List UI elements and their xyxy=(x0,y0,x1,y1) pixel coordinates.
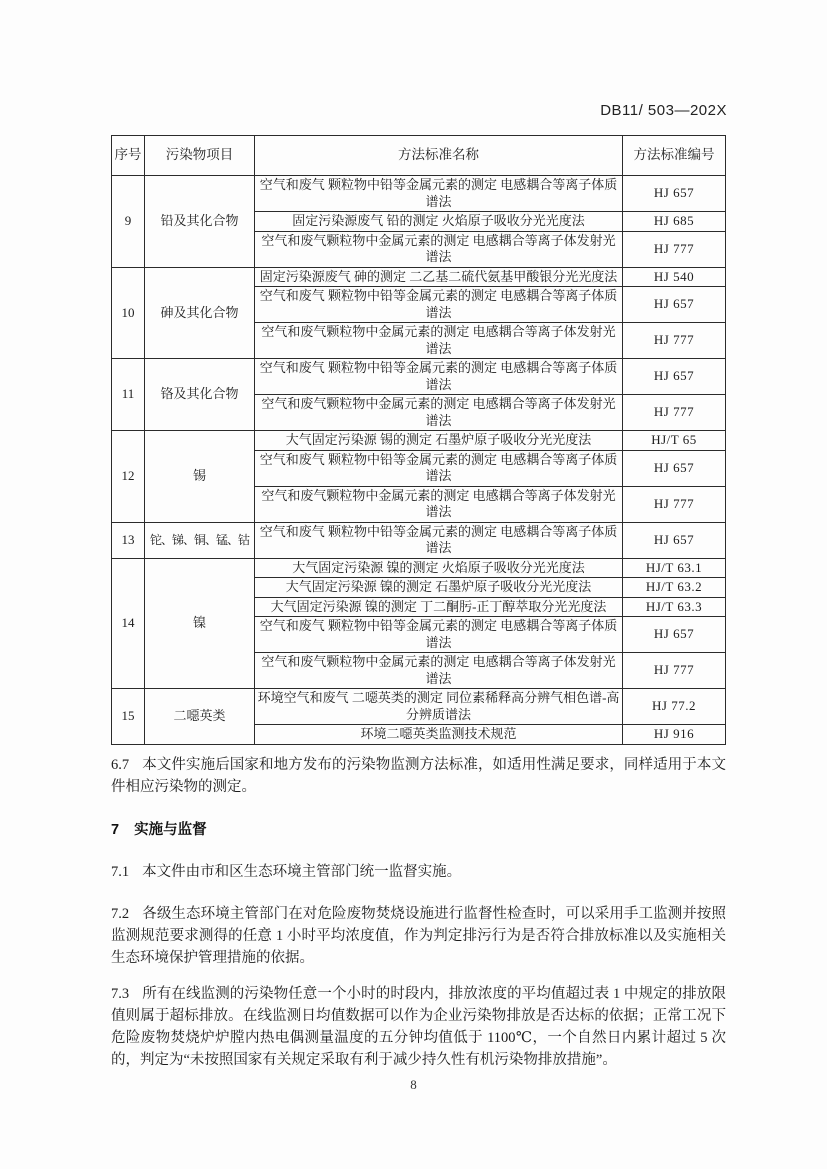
method-name-cell: 空气和废气 颗粒物中铅等金属元素的测定 电感耦合等离子体质谱法 xyxy=(255,359,623,395)
method-name-cell: 大气固定污染源 镍的测定 丁二酮肟-正丁醇萃取分光光度法 xyxy=(255,597,623,617)
table-row xyxy=(112,359,726,395)
method-code-cell: HJ/T 65 xyxy=(623,431,726,451)
method-code-cell: HJ 777 xyxy=(623,486,726,522)
column-header-pollutant: 污染物项目 xyxy=(145,136,255,176)
paragraph-text: 所有在线监测的污染物任意一个小时的时段内，排放浓度的平均值超过表 1 中规定的排放限值则属于超标排放。在线监测日均值数据可以作为企业污染物排放是否达标的依据；正常工况下危险废物焚烧炉炉膛内热电偶测量温度的五分钟均值低于 1100℃，一个自然日内累计超过 5 次的，判定为“未按照国家有关规定采取有利于减少持久性有机污染物排放措施”。 xyxy=(111,985,726,1068)
method-code-cell: HJ 777 xyxy=(623,395,726,431)
pollutant-cell: 砷及其化合物 xyxy=(145,267,255,359)
column-header-method-name: 方法标准名称 xyxy=(255,136,623,176)
method-code-cell: HJ 657 xyxy=(623,359,726,395)
paragraph-7-3 xyxy=(111,983,726,1071)
pollutant-cell: 二噁英类 xyxy=(145,689,255,745)
page-number: 8 xyxy=(410,1077,417,1092)
method-name-cell: 固定污染源废气 砷的测定 二乙基二硫代氨基甲酸银分光光度法 xyxy=(255,267,623,287)
method-name-cell: 环境空气和废气 二噁英类的测定 同位素稀释高分辨气相色谱-高分辨质谱法 xyxy=(255,689,623,725)
paragraph-7-2 xyxy=(111,903,726,969)
table-body xyxy=(112,176,726,745)
paragraph-number: 7.3 xyxy=(111,985,130,1002)
document-number: DB11/ 503—202X xyxy=(600,102,727,119)
page-content xyxy=(111,135,726,1091)
method-code-cell: HJ 657 xyxy=(623,287,726,323)
method-code-cell: HJ 777 xyxy=(623,653,726,689)
table-row xyxy=(112,558,726,578)
method-code-cell: HJ 77.2 xyxy=(623,689,726,725)
method-name-cell: 环境二噁英类监测技术规范 xyxy=(255,725,623,745)
method-code-cell: HJ 657 xyxy=(623,617,726,653)
method-name-cell: 空气和废气颗粒物中金属元素的测定 电感耦合等离子体发射光谱法 xyxy=(255,653,623,689)
method-name-cell: 空气和废气颗粒物中金属元素的测定 电感耦合等离子体发射光谱法 xyxy=(255,395,623,431)
method-name-cell: 空气和废气颗粒物中金属元素的测定 电感耦合等离子体发射光谱法 xyxy=(255,231,623,267)
row-number-cell: 12 xyxy=(112,431,145,523)
method-name-cell: 空气和废气 颗粒物中铅等金属元素的测定 电感耦合等离子体质谱法 xyxy=(255,617,623,653)
paragraph-number: 7.1 xyxy=(111,863,130,880)
method-name-cell: 固定污染源废气 铅的测定 火焰原子吸收分光光度法 xyxy=(255,212,623,232)
method-standards-table xyxy=(111,135,726,745)
method-name-cell: 空气和废气 颗粒物中铅等金属元素的测定 电感耦合等离子体质谱法 xyxy=(255,450,623,486)
pollutant-cell: 铅及其化合物 xyxy=(145,176,255,268)
paragraph-7-1 xyxy=(111,861,726,883)
method-code-cell: HJ 657 xyxy=(623,450,726,486)
paragraph-text: 本文件实施后国家和地方发布的污染物监测方法标准，如适用性满足要求，同样适用于本文件相应污染物的测定。 xyxy=(111,756,726,795)
method-code-cell: HJ 916 xyxy=(623,725,726,745)
method-name-cell: 空气和废气颗粒物中金属元素的测定 电感耦合等离子体发射光谱法 xyxy=(255,486,623,522)
method-code-cell: HJ 540 xyxy=(623,267,726,287)
section-number: 7 xyxy=(111,821,120,838)
method-name-cell: 空气和废气 颗粒物中铅等金属元素的测定 电感耦合等离子体质谱法 xyxy=(255,176,623,212)
method-name-cell: 大气固定污染源 镍的测定 石墨炉原子吸收分光光度法 xyxy=(255,578,623,598)
section-heading-7 xyxy=(111,818,726,839)
method-name-cell: 空气和废气 颗粒物中铅等金属元素的测定 电感耦合等离子体质谱法 xyxy=(255,287,623,323)
pollutant-cell: 锡 xyxy=(145,431,255,523)
column-header-method-code: 方法标准编号 xyxy=(623,136,726,176)
paragraph-number: 7.2 xyxy=(111,905,130,922)
method-code-cell: HJ 657 xyxy=(623,522,726,558)
paragraph-number: 6.7 xyxy=(111,756,130,773)
method-name-cell: 大气固定污染源 锡的测定 石墨炉原子吸收分光光度法 xyxy=(255,431,623,451)
row-number-cell: 10 xyxy=(112,267,145,359)
row-number-cell: 14 xyxy=(112,558,145,689)
paragraph-6-7 xyxy=(111,754,726,798)
method-name-cell: 大气固定污染源 镍的测定 火焰原子吸收分光光度法 xyxy=(255,558,623,578)
section-title: 实施与监督 xyxy=(134,821,207,838)
pollutant-cell: 铊、锑、铜、锰、钴 xyxy=(145,522,255,558)
table-row xyxy=(112,267,726,287)
pollutant-cell: 铬及其化合物 xyxy=(145,359,255,431)
method-code-cell: HJ/T 63.2 xyxy=(623,578,726,598)
method-code-cell: HJ 657 xyxy=(623,176,726,212)
method-name-cell: 空气和废气颗粒物中金属元素的测定 电感耦合等离子体发射光谱法 xyxy=(255,323,623,359)
method-code-cell: HJ 777 xyxy=(623,323,726,359)
row-number-cell: 13 xyxy=(112,522,145,558)
table-row xyxy=(112,176,726,212)
paragraph-text: 本文件由市和区生态环境主管部门统一监督实施。 xyxy=(142,863,462,880)
table-header-row xyxy=(112,136,726,176)
column-header-index: 序号 xyxy=(112,136,145,176)
method-code-cell: HJ/T 63.3 xyxy=(623,597,726,617)
paragraph-text: 各级生态环境主管部门在对危险废物焚烧设施进行监督性检查时，可以采用手工监测并按照监测规范要求测得的任意 1 小时平均浓度值，作为判定排污行为是否符合排放标准以及实施相关生态环境保护管理措施的依据。 xyxy=(111,905,726,966)
row-number-cell: 11 xyxy=(112,359,145,431)
method-code-cell: HJ 685 xyxy=(623,212,726,232)
table-row xyxy=(112,522,726,558)
row-number-cell: 15 xyxy=(112,689,145,745)
method-code-cell: HJ/T 63.1 xyxy=(623,558,726,578)
pollutant-cell: 镍 xyxy=(145,558,255,689)
table-row xyxy=(112,431,726,451)
table-row xyxy=(112,689,726,725)
method-name-cell: 空气和废气 颗粒物中铅等金属元素的测定 电感耦合等离子体质谱法 xyxy=(255,522,623,558)
row-number-cell: 9 xyxy=(112,176,145,268)
method-code-cell: HJ 777 xyxy=(623,231,726,267)
